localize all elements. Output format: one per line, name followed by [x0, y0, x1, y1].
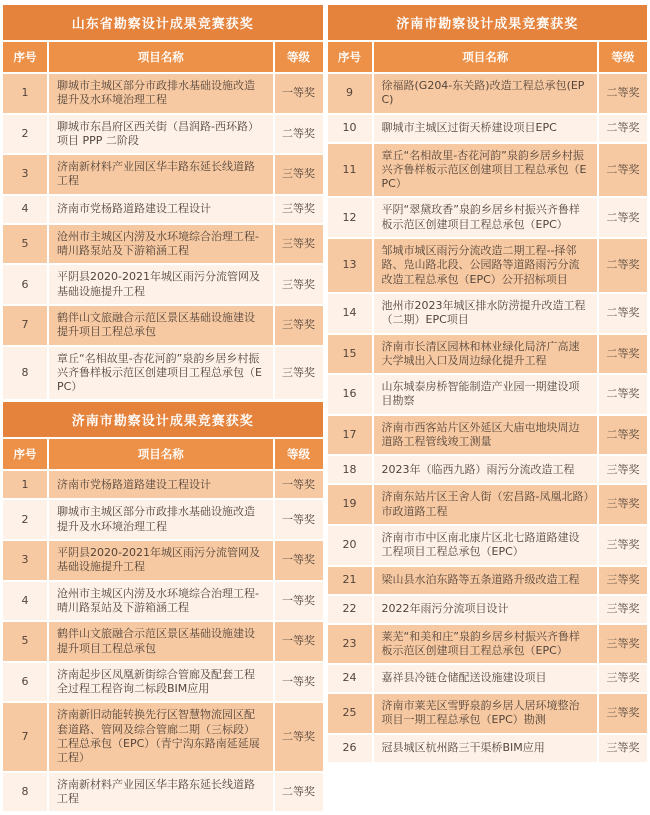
- grade-cell: 一等奖: [275, 582, 323, 621]
- jinan-awards-table-right: [328, 5, 648, 762]
- grade-cell: 一等奖: [275, 622, 323, 661]
- project-name-cell: 平阴“翠黛玫香”泉韵乡居乡村振兴齐鲁样板示范区创建项目工程总承包（EPC）: [374, 198, 598, 237]
- grade-cell: 二等奖: [275, 115, 323, 154]
- grade-cell: 三等奖: [599, 625, 647, 664]
- grade-cell: 二等奖: [599, 144, 647, 197]
- grade-cell: 二等奖: [599, 375, 647, 414]
- grade-cell: 三等奖: [599, 567, 647, 594]
- project-name-cell: 济南市西客站片区外延区大庙屯地块周边道路工程管线竣工测量: [374, 416, 598, 455]
- left-column: [3, 5, 323, 811]
- column-header-project-name: 项目名称: [49, 439, 273, 469]
- project-name-cell: 平阴县2020-2021年城区雨污分流管网及基础设施提升工程: [49, 541, 273, 580]
- grade-cell: 三等奖: [599, 596, 647, 623]
- grade-cell: 三等奖: [599, 735, 647, 762]
- grade-cell: 二等奖: [599, 198, 647, 237]
- row-number-cell: 21: [328, 567, 372, 594]
- jinan-awards-table-left: [3, 402, 323, 811]
- row-number-cell: 1: [3, 74, 47, 113]
- row-number-cell: 26: [328, 735, 372, 762]
- row-number-cell: 14: [328, 294, 372, 333]
- grade-cell: 二等奖: [599, 335, 647, 374]
- row-number-cell: 15: [328, 335, 372, 374]
- row-number-cell: 8: [3, 773, 47, 812]
- project-name-cell: 济南新材料产业园区华丰路东延长线道路工程: [49, 155, 273, 194]
- project-name-cell: 徐福路(G204-东关路)改造工程总承包(EPC): [374, 74, 598, 113]
- project-name-cell: 济南市党杨路道路建设工程设计: [49, 471, 273, 498]
- project-name-cell: 平阴县2020-2021年城区雨污分流管网及基础设施提升工程: [49, 265, 273, 304]
- project-name-cell: 章丘“名相故里-杏花河韵”泉韵乡居乡村振兴齐鲁样板示范区创建项目工程总承包（EPC）: [374, 144, 598, 197]
- grade-cell: 三等奖: [275, 225, 323, 264]
- grade-cell: 二等奖: [599, 74, 647, 113]
- row-number-cell: 7: [3, 703, 47, 770]
- row-number-cell: 9: [328, 74, 372, 113]
- row-number-cell: 1: [3, 471, 47, 498]
- grade-cell: 一等奖: [275, 663, 323, 702]
- row-number-cell: 4: [3, 196, 47, 223]
- project-name-cell: 冠县城区杭州路三干渠桥BIM应用: [374, 735, 598, 762]
- project-name-cell: 济南新材料产业园区华丰路东延长线道路工程: [49, 773, 273, 812]
- row-number-cell: 13: [328, 239, 372, 292]
- project-name-cell: 聊城市主城区部分市政排水基础设施改造提升及水环境治理工程: [49, 74, 273, 113]
- grade-cell: 三等奖: [275, 196, 323, 223]
- grade-cell: 三等奖: [599, 485, 647, 524]
- grade-cell: 二等奖: [275, 773, 323, 812]
- row-number-cell: 18: [328, 456, 372, 483]
- row-number-cell: 6: [3, 663, 47, 702]
- grade-cell: 一等奖: [275, 541, 323, 580]
- column-header-grade: 等级: [275, 42, 323, 72]
- row-number-cell: 19: [328, 485, 372, 524]
- project-name-cell: 池州市2023年城区排水防涝提升改造工程（二期）EPC项目: [374, 294, 598, 333]
- grade-cell: 二等奖: [599, 239, 647, 292]
- table-title: 山东省勘察设计成果竞赛获奖: [3, 5, 323, 40]
- project-name-cell: 鹤伴山文旅融合示范区景区基础设施建设提升项目工程总承包: [49, 622, 273, 661]
- table-title: 济南市勘察设计成果竞赛获奖: [3, 402, 323, 437]
- project-name-cell: 济南市长清区园林和林业绿化局济广高速大学城出入口及周边绿化提升工程: [374, 335, 598, 374]
- project-name-cell: 聊城市主城区部分市政排水基础设施改造提升及水环境治理工程: [49, 500, 273, 539]
- row-number-cell: 11: [328, 144, 372, 197]
- column-header-no: 序号: [3, 42, 47, 72]
- project-name-cell: 沧州市主城区内涝及水环境综合治理工程-晴川路泵站及下游箱涵工程: [49, 582, 273, 621]
- row-number-cell: 10: [328, 115, 372, 142]
- row-number-cell: 3: [3, 155, 47, 194]
- grade-cell: 二等奖: [275, 703, 323, 770]
- project-name-cell: 沧州市主城区内涝及水环境综合治理工程-晴川路泵站及下游箱涵工程: [49, 225, 273, 264]
- grade-cell: 三等奖: [599, 665, 647, 692]
- project-name-cell: 济南市党杨路道路建设工程设计: [49, 196, 273, 223]
- project-name-cell: 嘉祥县冷链仓储配送设施建设项目: [374, 665, 598, 692]
- column-header-no: 序号: [3, 439, 47, 469]
- row-number-cell: 6: [3, 265, 47, 304]
- row-number-cell: 16: [328, 375, 372, 414]
- project-name-cell: 鹤伴山文旅融合示范区景区基础设施建设提升项目工程总承包: [49, 306, 273, 345]
- column-header-grade: 等级: [275, 439, 323, 469]
- project-name-cell: 聊城市主城区过街天桥建设项目EPC: [374, 115, 598, 142]
- row-number-cell: 3: [3, 541, 47, 580]
- row-number-cell: 8: [3, 347, 47, 400]
- grade-cell: 二等奖: [599, 294, 647, 333]
- project-name-cell: 章丘“名相故里-杏花河韵”泉韵乡居乡村振兴齐鲁样板示范区创建项目工程总承包（EPC）: [49, 347, 273, 400]
- project-name-cell: 梁山县水泊东路等五条道路升级改造工程: [374, 567, 598, 594]
- row-number-cell: 5: [3, 622, 47, 661]
- row-number-cell: 24: [328, 665, 372, 692]
- row-number-cell: 7: [3, 306, 47, 345]
- grade-cell: 二等奖: [599, 115, 647, 142]
- right-column: [328, 5, 648, 811]
- row-number-cell: 12: [328, 198, 372, 237]
- grade-cell: 三等奖: [275, 155, 323, 194]
- column-header-no: 序号: [328, 42, 372, 72]
- row-number-cell: 23: [328, 625, 372, 664]
- table-title: 济南市勘察设计成果竞赛获奖: [328, 5, 648, 40]
- project-name-cell: 莱芜“和美和庄”泉韵乡居乡村振兴齐鲁样板示范区创建项目工程总承包（EPC）: [374, 625, 598, 664]
- grade-cell: 三等奖: [599, 694, 647, 733]
- project-name-cell: 济南起步区凤凰新街综合管廊及配套工程全过程工程咨询二标段BIM应用: [49, 663, 273, 702]
- grade-cell: 三等奖: [599, 526, 647, 565]
- row-number-cell: 4: [3, 582, 47, 621]
- column-header-project-name: 项目名称: [374, 42, 598, 72]
- project-name-cell: 山东城泰房桥智能制造产业园一期建设项目勘察: [374, 375, 598, 414]
- row-number-cell: 25: [328, 694, 372, 733]
- row-number-cell: 17: [328, 416, 372, 455]
- project-name-cell: 聊城市东昌府区西关街（昌润路-西环路）项目 PPP 二阶段: [49, 115, 273, 154]
- column-header-grade: 等级: [599, 42, 647, 72]
- shandong-awards-table: [3, 5, 323, 399]
- grade-cell: 一等奖: [275, 74, 323, 113]
- grade-cell: 二等奖: [599, 416, 647, 455]
- project-name-cell: 济南市市中区南北康片区北七路道路建设工程项目工程总承包（EPC）: [374, 526, 598, 565]
- project-name-cell: 济南新旧动能转换先行区智慧物流园区配套道路、管网及综合管廊二期（三标段）工程总承包（EPC）（青宁沟东路南延延展工程）: [49, 703, 273, 770]
- row-number-cell: 2: [3, 500, 47, 539]
- row-number-cell: 5: [3, 225, 47, 264]
- row-number-cell: 2: [3, 115, 47, 154]
- grade-cell: 一等奖: [275, 500, 323, 539]
- grade-cell: 三等奖: [275, 347, 323, 400]
- grade-cell: 三等奖: [599, 456, 647, 483]
- project-name-cell: 邹城市城区雨污分流改造二期工程--择邻路、凫山路北段、公园路等道路雨污分流改造工程总承包（EPC）公开招标项目: [374, 239, 598, 292]
- project-name-cell: 2023年（临西九路）雨污分流改造工程: [374, 456, 598, 483]
- project-name-cell: 2022年雨污分流项目设计: [374, 596, 598, 623]
- project-name-cell: 济南市莱芜区雪野泉韵乡居人居环境整治项目一期工程总承包（EPC）勘测: [374, 694, 598, 733]
- row-number-cell: 20: [328, 526, 372, 565]
- grade-cell: 三等奖: [275, 306, 323, 345]
- grade-cell: 一等奖: [275, 471, 323, 498]
- column-header-project-name: 项目名称: [49, 42, 273, 72]
- project-name-cell: 济南东站片区王舍人街（宏昌路-凤凰北路）市政道路工程: [374, 485, 598, 524]
- grade-cell: 三等奖: [275, 265, 323, 304]
- row-number-cell: 22: [328, 596, 372, 623]
